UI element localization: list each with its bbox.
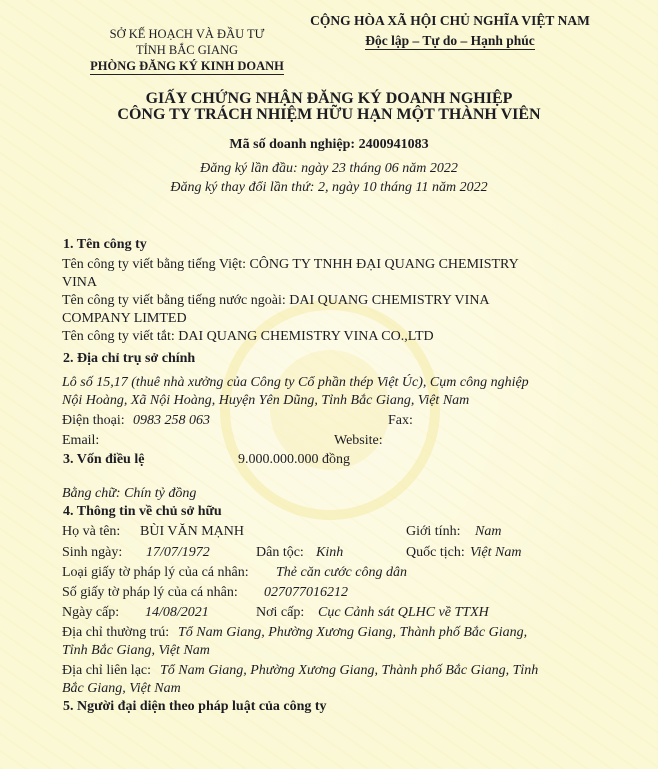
id-type-value: Thẻ căn cước công dân <box>276 565 407 580</box>
company-name-short: Tên công ty viết tắt: DAI QUANG CHEMISTRY VINA CO.,LTD <box>62 329 434 344</box>
nationality-label: Quốc tịch: <box>406 545 465 560</box>
section2-heading: 2. Địa chỉ trụ sở chính <box>63 351 196 366</box>
section4-heading: 4. Thông tin về chủ sở hữu <box>63 504 222 519</box>
company-name-vn-line1: Tên công ty viết bằng tiếng Việt: CÔNG TY TNHH ĐẠI QUANG CHEMISTRY <box>62 257 519 272</box>
website-label: Website: <box>334 433 383 448</box>
ethnicity-value: Kinh <box>316 545 344 560</box>
owner-name: BÙI VĂN MẠNH <box>140 524 244 539</box>
issue-place-value: Cục Cảnh sát QLHC về TTXH <box>318 605 489 620</box>
issue-date-value: 14/08/2021 <box>145 605 209 620</box>
section1-heading: 1. Tên công ty <box>63 237 147 252</box>
charter-capital-amount: 9.000.000.000 đồng <box>238 452 350 467</box>
national-motto-label: Độc lập – Tự do – Hạnh phúc <box>365 33 535 48</box>
company-name-foreign-line1: Tên công ty viết bằng tiếng nước ngoài: DAI QUANG CHEMISTRY VINA <box>62 293 490 308</box>
issue-place-label: Nơi cấp: <box>256 605 305 620</box>
gender-label: Giới tính: <box>406 524 461 539</box>
department-name: SỞ KẾ HOẠCH VÀ ĐẦU TƯ <box>109 27 265 41</box>
charter-capital-in-words: Bằng chữ: Chín tỷ đồng <box>62 486 197 501</box>
company-type: CÔNG TY TRÁCH NHIỆM HỮU HẠN MỘT THÀNH VIÊN <box>117 106 541 123</box>
change-registration-date: Đăng ký thay đổi lần thứ: 2, ngày 10 tháng 11 năm 2022 <box>170 180 488 195</box>
contact-address-label: Địa chỉ liên lạc: <box>62 663 152 678</box>
ethnicity-label: Dân tộc: <box>256 545 304 560</box>
head-office-address-line1: Lô số 15,17 (thuê nhà xưởng của Công ty Cổ phần thép Việt Úc), Cụm công nghiệp <box>62 375 529 390</box>
country-name: CỘNG HÒA XÃ HỘI CHỦ NGHĨA VIỆT NAM <box>310 13 590 28</box>
first-registration-date: Đăng ký lần đầu: ngày 23 tháng 06 năm 2022 <box>200 161 458 176</box>
id-number-value: 027077016212 <box>264 585 348 600</box>
contact-address-line1: Tổ Nam Giang, Phường Xương Giang, Thành phố Bắc Giang, Tỉnh <box>160 663 539 678</box>
nationality-value: Việt Nam <box>470 545 522 560</box>
head-office-address-line2: Nội Hoàng, Xã Nội Hoàng, Huyện Yên Dũng, Tỉnh Bắc Giang, Việt Nam <box>62 393 470 408</box>
owner-name-label: Họ và tên: <box>62 524 121 539</box>
issue-date-label: Ngày cấp: <box>62 605 120 620</box>
permanent-address-line2: Tỉnh Bắc Giang, Việt Nam <box>62 643 210 658</box>
dob-label: Sinh ngày: <box>62 545 123 560</box>
section5-heading: 5. Người đại diện theo pháp luật của công ty <box>63 699 327 714</box>
section3-heading: 3. Vốn điều lệ <box>63 452 145 467</box>
email-label: Email: <box>62 433 100 448</box>
phone-value: 0983 258 063 <box>133 413 210 428</box>
dob-value: 17/07/1972 <box>146 545 210 560</box>
company-name-vn-line2: VINA <box>62 275 97 290</box>
id-type-label: Loại giấy tờ pháp lý của cá nhân: <box>62 565 249 580</box>
registration-office-label: PHÒNG ĐĂNG KÝ KINH DOANH <box>90 59 284 73</box>
permanent-address-line1: Tổ Nam Giang, Phường Xương Giang, Thành phố Bắc Giang, <box>178 625 528 640</box>
tax-code: Mã số doanh nghiệp: 2400941083 <box>229 137 429 152</box>
fax-label: Fax: <box>388 413 413 428</box>
company-name-foreign-line2: COMPANY LIMTED <box>62 311 187 326</box>
phone-label: Điện thoại: <box>62 413 125 428</box>
permanent-address-label: Địa chỉ thường trú: <box>62 625 170 640</box>
registration-office <box>62 59 312 74</box>
contact-address-line2: Bắc Giang, Việt Nam <box>62 681 181 696</box>
province-name: TỈNH BẮC GIANG <box>135 43 239 57</box>
national-motto <box>290 33 610 48</box>
gender-value: Nam <box>475 524 502 539</box>
id-number-label: Số giấy tờ pháp lý của cá nhân: <box>62 585 238 600</box>
document-title: GIẤY CHỨNG NHẬN ĐĂNG KÝ DOANH NGHIỆP <box>145 90 513 107</box>
